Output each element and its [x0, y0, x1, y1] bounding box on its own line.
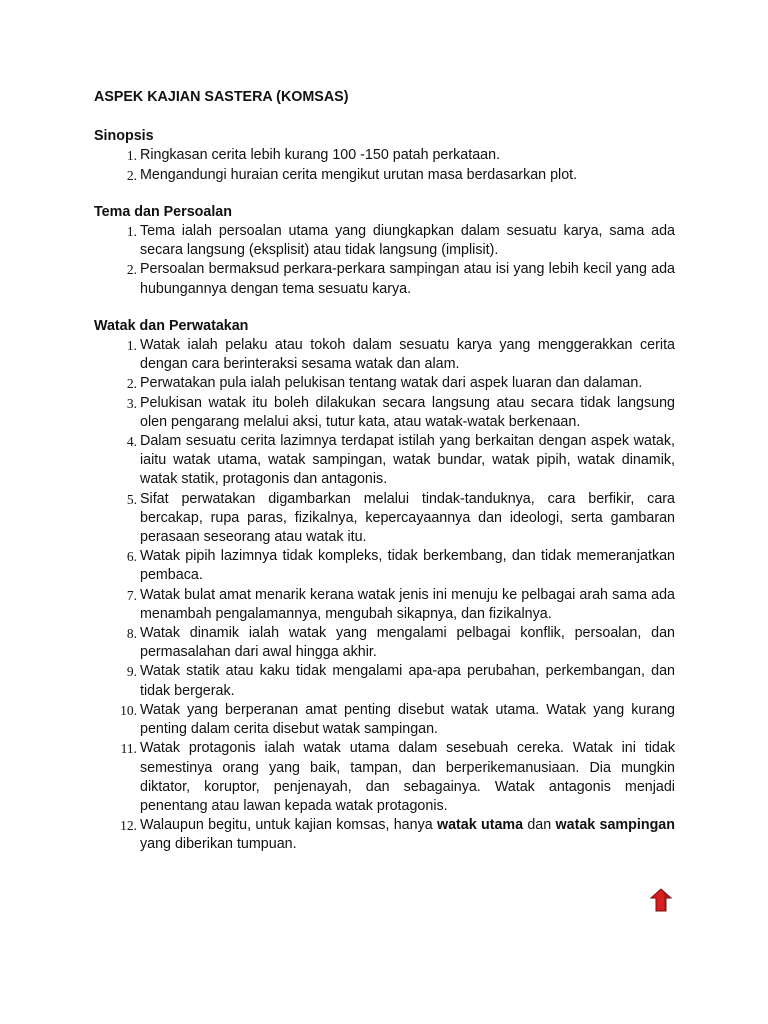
list-item-number: 7 . [94, 586, 137, 605]
section [94, 203, 675, 299]
section [94, 127, 675, 185]
list-item-text: Sifat perwatakan digambarkan melalui tindak-tanduknya, cara berfikir, cara bercakap, rupa paras, fizikalnya, kepercayaannya dan ideologi, serta gambaran perasaan seseorang atau watak itu. [140, 490, 675, 546]
list-item-text: Walaupun begitu, untuk kajian komsas, hanya [140, 817, 437, 834]
list-item [94, 701, 675, 739]
list-item [94, 739, 675, 816]
numbered-list [94, 222, 675, 299]
list-item-number: 2 . [94, 374, 137, 393]
list-item-text: Watak protagonis ialah watak utama dalam sesebuah cereka. Watak ini tidak semestinya orang yang baik, tampan, dan berperikemanusiaan. Dia mungkin diktator, koruptor, penjenayah, dan sebagainya. Watak antagonis menjadi penentang atau lawan kepada watak protagonis. [140, 740, 675, 814]
section-heading: Watak dan Perwatakan [94, 317, 249, 334]
list-item-number: 2 . [94, 166, 137, 185]
section-heading: Tema dan Persoalan [94, 203, 232, 220]
list-item [94, 394, 675, 432]
list-item [94, 336, 675, 374]
list-item [94, 146, 675, 165]
sections-container [94, 127, 675, 854]
list-item-number: 1 . [94, 222, 137, 241]
numbered-list [94, 336, 675, 854]
list-item [94, 490, 675, 548]
list-item-number: 1 . [94, 336, 137, 355]
document-title: ASPEK KAJIAN SASTERA (KOMSAS) [94, 89, 349, 105]
list-item-text: Persoalan bermaksud perkara-perkara sampingan atau isi yang lebih kecil yang ada hubungannya dengan tema sesuatu karya. [140, 261, 675, 297]
list-item-number: 5 . [94, 490, 137, 509]
numbered-list [94, 146, 675, 184]
list-item-number: 8 . [94, 624, 137, 643]
section [94, 317, 675, 855]
list-item-text: Watak bulat amat menarik kerana watak jenis ini menuju ke pelbagai arah sama ada menambah pengalamannya, mengubah sikapnya, dan fizikalnya. [140, 586, 675, 622]
list-item [94, 166, 675, 185]
list-item-number: 6 . [94, 547, 137, 566]
list-item-text: Tema ialah persoalan utama yang diungkapkan dalam sesuatu karya, sama ada secara langsung (eksplisit) atau tidak langsung (implisit). [140, 223, 675, 259]
list-item-number: 2 . [94, 260, 137, 279]
list-item [94, 816, 675, 854]
list-item-text: dan [523, 817, 556, 834]
list-item [94, 662, 675, 700]
list-item-text: Ringkasan cerita lebih kurang 100 -150 patah perkataan. [140, 147, 501, 164]
emphasis-text: watak sampingan [555, 817, 675, 834]
list-item-text: Watak statik atau kaku tidak mengalami apa-apa perubahan, perkembangan, dan tidak bergerak. [140, 663, 675, 699]
list-item-number: 3 . [94, 394, 137, 413]
list-item-number: 4 . [94, 432, 137, 451]
list-item-text: Perwatakan pula ialah pelukisan tentang watak dari aspek luaran dan dalaman. [140, 375, 643, 392]
up-arrow-icon[interactable] [650, 888, 672, 912]
list-item-number: 12 . [94, 816, 137, 835]
list-item-number: 1 . [94, 146, 137, 165]
list-item-number: 10 . [94, 701, 137, 720]
list-item [94, 432, 675, 490]
list-item-text: yang diberikan tumpuan. [140, 836, 297, 853]
list-item-text: Dalam sesuatu cerita lazimnya terdapat istilah yang berkaitan dengan aspek watak, iaitu watak utama, watak sampingan, watak bundar, watak pipih, watak dinamik, watak statik, protagonis dan antagonis. [140, 433, 675, 488]
list-item [94, 222, 675, 260]
section-heading: Sinopsis [94, 128, 154, 145]
list-item [94, 374, 675, 393]
emphasis-text: watak utama [436, 817, 524, 834]
list-item [94, 624, 675, 662]
list-item-number: 9 . [94, 662, 137, 681]
list-item-text: Mengandungi huraian cerita mengikut urutan masa berdasarkan plot. [140, 166, 578, 183]
list-item-text: Watak dinamik ialah watak yang mengalami pelbagai konflik, persoalan, dan permasalahan dari awal hingga akhir. [140, 625, 675, 661]
list-item [94, 260, 675, 298]
list-item-text: Watak ialah pelaku atau tokoh dalam sesuatu karya yang menggerakkan cerita dengan cara berinteraksi sesama watak dan alam. [140, 337, 675, 373]
list-item [94, 586, 675, 624]
list-item [94, 547, 675, 585]
document-body [94, 88, 675, 873]
list-item-text: Watak pipih lazimnya tidak kompleks, tidak berkembang, dan tidak memeranjatkan pembaca. [140, 548, 675, 584]
list-item-text: Pelukisan watak itu boleh dilakukan secara langsung atau secara tidak langsung olen pengarang melalui aksi, tutur kata, atau watak-watak berkenaan. [140, 394, 675, 430]
list-item-text: Watak yang berperanan amat penting disebut watak utama. Watak yang kurang penting dalam cerita disebut watak sampingan. [140, 701, 675, 738]
list-item-number: 11 . [94, 739, 137, 758]
